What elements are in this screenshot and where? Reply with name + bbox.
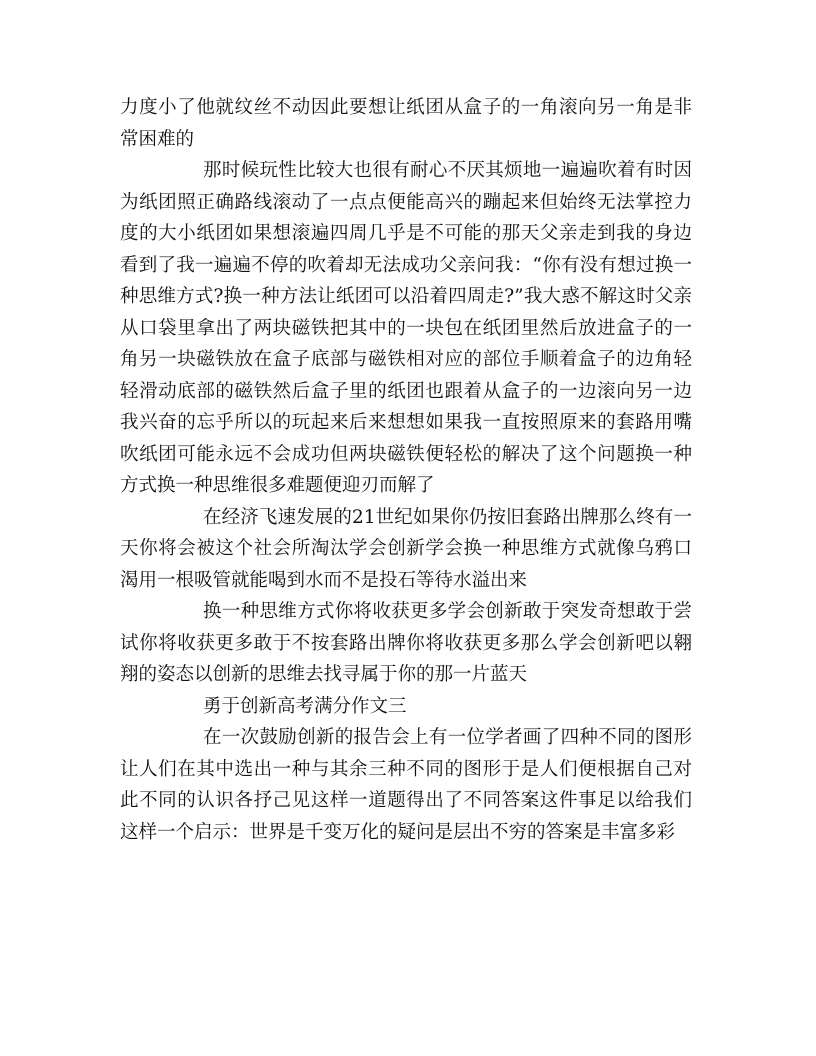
paragraph-essay-three-intro: 在一次鼓励创新的报告会上有一位学者画了四种不同的图形让人们在其中选出一种与其余三种不同的图形于是人们便根据自己对此不同的认识各抒己见这样一道题得出了不同答案这件事足以给我们这样一个启示：世界是千变万化的疑问是层出不穷的答案是丰富多彩 xyxy=(120,727,692,843)
paragraph-21st-century: 在经济飞速发展的21世纪如果你仍按旧套路出牌那么终有一天你将会被这个社会所淘汰学会创新学会换一种思维方式就像乌鸦口渴用一根吸管就能喝到水而不是投石等待水溢出来 xyxy=(120,506,692,591)
essay-heading: 勇于创新高考满分作文三 xyxy=(203,695,407,717)
paragraph-continuation: 力度小了他就纹丝不动因此要想让纸团从盒子的一角滚向另一角是非常困难的 xyxy=(120,97,692,150)
paragraph-conclusion: 换一种思维方式你将收获更多学会创新敢于突发奇想敢于尝试你将收获更多敢于不按套路出牌你将收获更多那么学会创新吧以翱翔的姿态以创新的思维去找寻属于你的那一片蓝天 xyxy=(120,601,692,685)
paragraph-childhood-story: 那时候玩性比较大也很有耐心不厌其烦地一遍遍吹着有时因为纸团照正确路线滚动了一点点便能高兴的蹦起来但始终无法掌控力度的大小纸团如果想滚遍四周几乎是不可能的那天父亲走到我的身边看到了我一遍遍不停的吹着却无法成功父亲问我：“你有没有想过换一种思维方式?换一种方法让纸团可以沿着四周走?”我大惑不解这时父亲从口袋里拿出了两块磁铁把其中的一块包在纸团里然后放进盒子的一角另一块磁铁放在盒子底部与磁铁相对应的部位手顺着盒子的边角轻轻滑动底部的磁铁然后盒子里的纸团也跟着从盒子的一边滚向另一边我兴奋的忘乎所以的玩起来后来想想如果我一直按照原来的套路用嘴吹纸团可能永远不会成功但两块磁铁便轻松的解决了这个问题换一种方式换一种思维很多难题便迎刃而解了 xyxy=(120,160,692,496)
document-body xyxy=(120,92,692,848)
